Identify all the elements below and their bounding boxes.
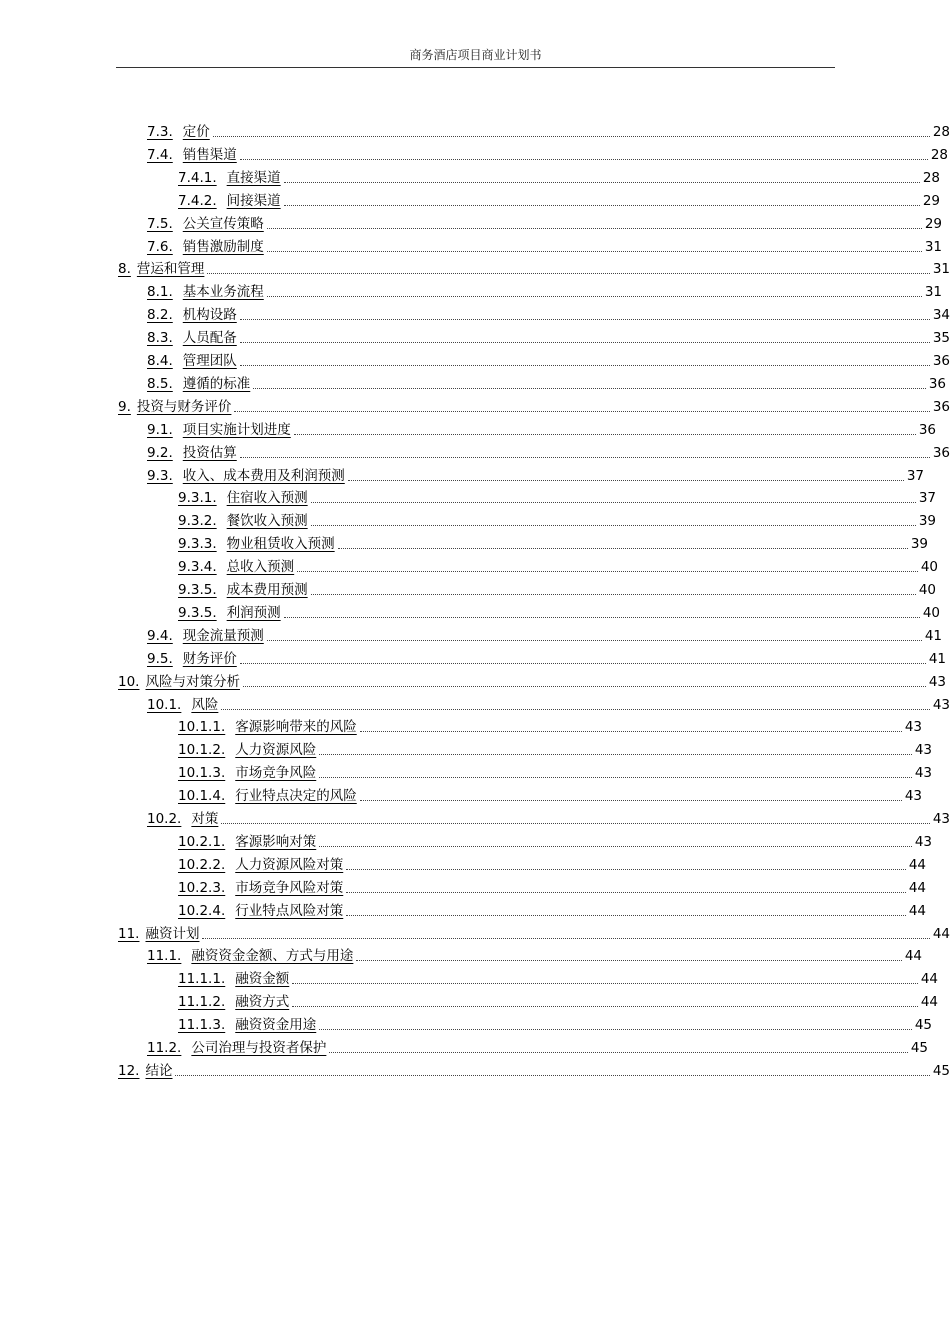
- toc-entry-page-number: 31: [924, 284, 942, 301]
- toc-entry-number: 9.3.3.: [178, 536, 217, 553]
- toc-entry-text: 融资计划: [145, 925, 200, 942]
- toc-entry-page-number: 45: [914, 1017, 932, 1034]
- toc-entry-title[interactable]: [118, 260, 204, 278]
- dot-leader: [284, 205, 920, 206]
- toc-entry-page-number: 28: [922, 169, 940, 186]
- toc-entry-text: 公关宣传策略: [182, 215, 264, 232]
- dot-leader: [240, 319, 930, 320]
- toc-entry-number: 11.1.2.: [178, 994, 226, 1011]
- toc-entry-number: 8.: [118, 261, 131, 278]
- toc-entry-page-number: 39: [918, 513, 936, 530]
- toc-entry-page-number: 34: [932, 307, 950, 324]
- dot-leader: [243, 686, 926, 687]
- dot-leader: [267, 296, 922, 297]
- toc-entry-title[interactable]: [147, 329, 237, 347]
- toc-entry[interactable]: [147, 806, 950, 828]
- toc-entry-number: 8.1.: [147, 284, 173, 301]
- dot-leader: [360, 800, 902, 801]
- toc-entry-number: 10.1.1.: [178, 719, 226, 736]
- toc-entry-number: 7.6.: [147, 238, 173, 255]
- dot-leader: [348, 480, 904, 481]
- toc-entry-page-number: 29: [924, 215, 942, 232]
- dot-leader: [319, 754, 912, 755]
- dot-leader: [284, 617, 920, 618]
- toc-entry[interactable]: [147, 417, 936, 439]
- toc-entry-title[interactable]: [147, 238, 264, 256]
- dot-leader: [284, 182, 920, 183]
- toc-entry[interactable]: [147, 943, 922, 965]
- dot-leader: [292, 983, 918, 984]
- toc-entry[interactable]: [178, 966, 938, 988]
- toc-entry-page-number: 35: [932, 330, 950, 347]
- dot-leader: [319, 846, 912, 847]
- toc-entry-page-number: 36: [932, 398, 950, 415]
- toc-entry-text: 融资资金金额、方式与用途: [191, 948, 354, 965]
- toc-entry-number: 8.5.: [147, 375, 173, 392]
- toc-entry-number: 7.4.: [147, 146, 173, 163]
- dot-leader: [329, 1052, 907, 1053]
- toc-entry-title[interactable]: [178, 535, 335, 553]
- dot-leader: [294, 434, 916, 435]
- toc-entry[interactable]: [178, 485, 936, 507]
- toc-entry-title[interactable]: [178, 879, 343, 897]
- toc-entry-page-number: 43: [932, 811, 950, 827]
- toc-entry-page-number: 43: [928, 673, 946, 690]
- toc-entry-number: 10.1.2.: [178, 742, 226, 759]
- toc-entry[interactable]: [118, 256, 950, 278]
- toc-entry-title[interactable]: [147, 467, 345, 485]
- dot-leader: [207, 273, 929, 274]
- dot-leader: [297, 571, 918, 572]
- toc-entry-text: 间接渠道: [226, 192, 281, 209]
- toc-entry-title[interactable]: [147, 650, 237, 668]
- toc-entry-title[interactable]: [178, 718, 357, 736]
- toc-entry-number: 10.: [118, 673, 140, 690]
- toc-entry[interactable]: [147, 302, 950, 324]
- toc-entry[interactable]: [178, 898, 926, 920]
- toc-entry-title[interactable]: [147, 306, 237, 324]
- toc-entry-page-number: 44: [920, 971, 938, 988]
- toc-entry[interactable]: [118, 921, 950, 943]
- toc-entry-page-number: 43: [904, 788, 922, 805]
- toc-entry[interactable]: [178, 783, 922, 805]
- dot-leader: [175, 1075, 929, 1076]
- toc-entry-text: 财务评价: [182, 650, 237, 667]
- dot-leader: [292, 1006, 918, 1007]
- dot-leader: [221, 823, 929, 824]
- toc-entry-page-number: 36: [932, 353, 950, 369]
- toc-entry-text: 管理团队: [182, 353, 237, 369]
- toc-entry-number: 9.3.2.: [178, 513, 217, 530]
- toc-entry-number: 10.2.: [147, 811, 182, 827]
- toc-entry-title[interactable]: [147, 1039, 326, 1057]
- toc-entry-text: 行业特点决定的风险: [235, 788, 357, 805]
- toc-entry-number: 9.3.: [147, 467, 173, 484]
- toc-entry-page-number: 43: [914, 742, 932, 759]
- toc-entry-text: 市场竞争风险对策: [235, 879, 344, 896]
- dot-leader: [253, 388, 926, 389]
- toc-entry[interactable]: [147, 234, 942, 256]
- toc-entry[interactable]: [147, 440, 950, 462]
- dot-leader: [240, 663, 926, 664]
- toc-entry-page-number: 36: [918, 421, 936, 438]
- toc-entry-text: 餐饮收入预测: [226, 513, 308, 530]
- toc-entry[interactable]: [147, 646, 946, 668]
- toc-entry-page-number: 41: [928, 650, 946, 667]
- dot-leader: [356, 960, 901, 961]
- page-header: 商务酒店项目商业计划书: [409, 48, 542, 62]
- toc-entry-number: 9.1.: [147, 421, 173, 438]
- toc-entry-text: 销售渠道: [182, 146, 237, 163]
- toc-entry-title[interactable]: [178, 1016, 316, 1034]
- toc-entry[interactable]: [147, 142, 948, 164]
- toc-entry-page-number: 44: [908, 879, 926, 896]
- toc-entry[interactable]: [178, 600, 940, 622]
- toc-entry-number: 11.: [118, 925, 140, 942]
- toc-entry-number: 7.3.: [147, 124, 173, 140]
- toc-entry-title[interactable]: [147, 123, 210, 141]
- toc-entry-number: 12.: [118, 1062, 140, 1079]
- toc-entry-page-number: 31: [932, 261, 950, 278]
- toc-entry-text: 营运和管理: [136, 261, 205, 278]
- toc-entry-page-number: 37: [906, 467, 924, 484]
- toc-entry-text: 客源影响带来的风险: [235, 719, 357, 736]
- toc-entry[interactable]: [178, 508, 936, 530]
- toc-entry-number: 11.1.: [147, 948, 182, 965]
- toc-entry[interactable]: [118, 1058, 950, 1080]
- toc-entry-page-number: 44: [908, 856, 926, 873]
- toc-entry[interactable]: [178, 188, 940, 210]
- toc-entry[interactable]: [178, 989, 938, 1011]
- toc-entry-text: 风险: [191, 696, 219, 713]
- toc-entry[interactable]: [178, 737, 932, 759]
- dot-leader: [338, 548, 908, 549]
- toc-entry[interactable]: [118, 394, 950, 416]
- toc-entry-title[interactable]: [147, 283, 264, 301]
- toc-entry-number: 8.2.: [147, 307, 173, 324]
- toc-entry-title[interactable]: [147, 696, 218, 714]
- toc-entry-title[interactable]: [178, 993, 289, 1011]
- toc-entry-page-number: 44: [932, 925, 950, 942]
- toc-entry-number: 9.2.: [147, 444, 173, 461]
- toc-entry[interactable]: [178, 1012, 932, 1034]
- toc-entry-page-number: 43: [904, 719, 922, 736]
- dot-leader: [240, 365, 930, 366]
- toc-entry-text: 项目实施计划进度: [182, 421, 291, 438]
- dot-leader: [311, 502, 916, 503]
- dot-leader: [267, 251, 922, 252]
- toc-entry-page-number: 45: [932, 1062, 950, 1079]
- toc-entry-page-number: 45: [910, 1040, 928, 1056]
- toc-entry-page-number: 31: [924, 238, 942, 255]
- toc-entry-text: 销售激励制度: [182, 238, 264, 255]
- toc-entry-number: 7.4.2.: [178, 192, 217, 209]
- toc-entry-title[interactable]: [178, 192, 281, 210]
- toc-entry[interactable]: [178, 531, 928, 553]
- header-divider: [116, 67, 835, 68]
- toc-entry[interactable]: [178, 760, 932, 782]
- toc-entry-page-number: 44: [920, 994, 938, 1011]
- toc-entry-number: 8.4.: [147, 353, 173, 369]
- toc-entry-title[interactable]: [147, 947, 353, 965]
- toc-entry-text: 现金流量预测: [182, 627, 264, 644]
- toc-entry-title[interactable]: [178, 833, 316, 851]
- toc-entry-number: 10.2.3.: [178, 879, 226, 896]
- toc-entry-page-number: 44: [904, 948, 922, 965]
- dot-leader: [234, 411, 929, 412]
- dot-leader: [267, 640, 922, 641]
- toc-entry[interactable]: [178, 165, 940, 187]
- toc-entry-title[interactable]: [147, 627, 264, 645]
- toc-entry-text: 遵循的标准: [182, 375, 251, 392]
- toc-entry-page-number: 28: [930, 146, 948, 163]
- toc-entry-page-number: 39: [910, 536, 928, 553]
- toc-entry-title[interactable]: [147, 810, 218, 828]
- toc-entry[interactable]: [178, 554, 938, 576]
- dot-leader: [319, 777, 912, 778]
- toc-entry-title[interactable]: [178, 764, 316, 782]
- dot-leader: [267, 228, 922, 229]
- dot-leader: [311, 594, 916, 595]
- toc-entry-title[interactable]: [147, 421, 291, 439]
- toc-entry-number: 11.2.: [147, 1040, 182, 1056]
- toc-entry-text: 结论: [145, 1062, 173, 1079]
- toc-entry-page-number: 40: [922, 604, 940, 621]
- toc-entry-page-number: 40: [918, 582, 936, 598]
- toc-entry-text: 收入、成本费用及利润预测: [182, 467, 345, 484]
- toc-entry-text: 住宿收入预测: [226, 490, 308, 507]
- toc-entry-number: 10.1.: [147, 696, 182, 713]
- toc-entry-number: 7.4.1.: [178, 169, 217, 186]
- toc-entry-title[interactable]: [178, 489, 308, 507]
- toc-entry-text: 定价: [182, 124, 210, 140]
- toc-entry-number: 9.5.: [147, 650, 173, 667]
- toc-entry-text: 行业特点风险对策: [235, 902, 344, 919]
- toc-entry[interactable]: [147, 371, 946, 393]
- toc-entry-text: 投资估算: [182, 444, 237, 461]
- toc-entry-number: 10.2.1.: [178, 833, 226, 850]
- toc-entry-text: 融资资金用途: [235, 1017, 317, 1034]
- toc-entry-text: 基本业务流程: [182, 284, 264, 301]
- toc-entry-number: 10.1.4.: [178, 788, 226, 805]
- toc-entry[interactable]: [178, 875, 926, 897]
- toc-entry-text: 风险与对策分析: [145, 673, 240, 690]
- toc-entry-text: 人力资源风险对策: [235, 856, 344, 873]
- toc-entry-number: 9.3.4.: [178, 559, 217, 576]
- toc-entry-title[interactable]: [178, 604, 281, 622]
- toc-entry-text: 客源影响对策: [235, 833, 317, 850]
- toc-entry[interactable]: [147, 463, 924, 485]
- toc-entry-text: 成本费用预测: [226, 582, 308, 598]
- toc-entry-page-number: 41: [924, 627, 942, 644]
- toc-entry-text: 直接渠道: [226, 169, 281, 186]
- toc-entry-text: 人员配备: [182, 330, 237, 347]
- toc-entry-number: 7.5.: [147, 215, 173, 232]
- toc-entry[interactable]: [147, 692, 950, 714]
- toc-entry-text: 人力资源风险: [235, 742, 317, 759]
- toc-entry-number: 11.1.1.: [178, 971, 226, 988]
- dot-leader: [221, 709, 929, 710]
- toc-entry[interactable]: [147, 1035, 928, 1057]
- toc-entry-number: 10.1.3.: [178, 765, 226, 782]
- toc-entry-text: 利润预测: [226, 604, 281, 621]
- toc-entry-title[interactable]: [147, 215, 264, 233]
- toc-entry-title[interactable]: [118, 925, 199, 943]
- dot-leader: [240, 342, 930, 343]
- toc-entry-title[interactable]: [147, 146, 237, 164]
- toc-entry[interactable]: [178, 829, 932, 851]
- toc-entry-text: 机构设路: [182, 307, 237, 324]
- toc-entry-page-number: 36: [932, 444, 950, 461]
- toc-entry-text: 总收入预测: [226, 559, 295, 576]
- toc-entry-title[interactable]: [178, 512, 308, 530]
- toc-entry-title[interactable]: [178, 169, 281, 187]
- toc-entry-page-number: 44: [908, 902, 926, 919]
- toc-entry-text: 投资与财务评价: [136, 398, 232, 415]
- toc-entry-title[interactable]: [178, 741, 316, 759]
- dot-leader: [311, 525, 916, 526]
- toc-entry-number: 10.2.4.: [178, 902, 226, 919]
- toc-entry[interactable]: [178, 852, 926, 874]
- toc-entry-page-number: 40: [920, 559, 938, 576]
- toc-entry-page-number: 28: [932, 124, 950, 140]
- toc-entry-text: 融资方式: [235, 994, 290, 1011]
- toc-entry-title[interactable]: [118, 1062, 172, 1080]
- dot-leader: [240, 457, 930, 458]
- toc-entry[interactable]: [147, 119, 950, 141]
- toc-entry-page-number: 36: [928, 375, 946, 392]
- toc-entry-title[interactable]: [118, 398, 231, 416]
- toc-entry[interactable]: [147, 348, 950, 370]
- dot-leader: [346, 892, 906, 893]
- toc-entry[interactable]: [147, 325, 950, 347]
- toc-entry-title[interactable]: [178, 902, 343, 920]
- dot-leader: [240, 159, 928, 160]
- toc-entry-title[interactable]: [178, 558, 294, 576]
- toc-entry-number: 11.1.3.: [178, 1017, 226, 1034]
- toc-entry-title[interactable]: [178, 787, 357, 805]
- dot-leader: [319, 1029, 912, 1030]
- toc-entry-text: 市场竞争风险: [235, 765, 317, 782]
- toc-entry[interactable]: [147, 279, 942, 301]
- toc-entry-text: 对策: [191, 811, 219, 827]
- dot-leader: [346, 869, 906, 870]
- toc-entry-page-number: 37: [918, 490, 936, 507]
- toc-entry-number: 10.2.2.: [178, 856, 226, 873]
- toc-entry-text: 公司治理与投资者保护: [191, 1040, 327, 1056]
- toc-entry[interactable]: [118, 669, 946, 691]
- toc-entry-title[interactable]: [178, 970, 289, 988]
- toc-entry-number: 9.3.5.: [178, 582, 217, 598]
- toc-entry-text: 物业租赁收入预测: [226, 536, 335, 553]
- toc-entry[interactable]: [147, 623, 942, 645]
- toc-entry-title[interactable]: [147, 352, 237, 370]
- toc-entry-page-number: 29: [922, 192, 940, 209]
- toc-entry-number: 9.3.1.: [178, 490, 217, 507]
- dot-leader: [346, 915, 906, 916]
- toc-entry-title[interactable]: [118, 673, 240, 691]
- toc-entry-page-number: 43: [914, 833, 932, 850]
- toc-entry-title[interactable]: [178, 856, 343, 874]
- toc-entry-title[interactable]: [147, 375, 250, 393]
- toc-entry[interactable]: [147, 211, 942, 233]
- dot-leader: [360, 731, 902, 732]
- toc-entry-number: 9.4.: [147, 627, 173, 644]
- toc-entry[interactable]: [178, 577, 936, 599]
- dot-leader: [213, 136, 930, 137]
- toc-entry-number: 8.3.: [147, 330, 173, 347]
- toc-entry-title[interactable]: [178, 581, 308, 599]
- toc-entry-text: 融资金额: [235, 971, 290, 988]
- dot-leader: [202, 938, 929, 939]
- toc-entry-number: 9.3.5.: [178, 604, 217, 621]
- toc-entry-title[interactable]: [147, 444, 237, 462]
- toc-entry-number: 9.: [118, 398, 131, 415]
- toc-entry-page-number: 43: [932, 696, 950, 713]
- toc-entry[interactable]: [178, 714, 922, 736]
- toc-entry-page-number: 43: [914, 765, 932, 782]
